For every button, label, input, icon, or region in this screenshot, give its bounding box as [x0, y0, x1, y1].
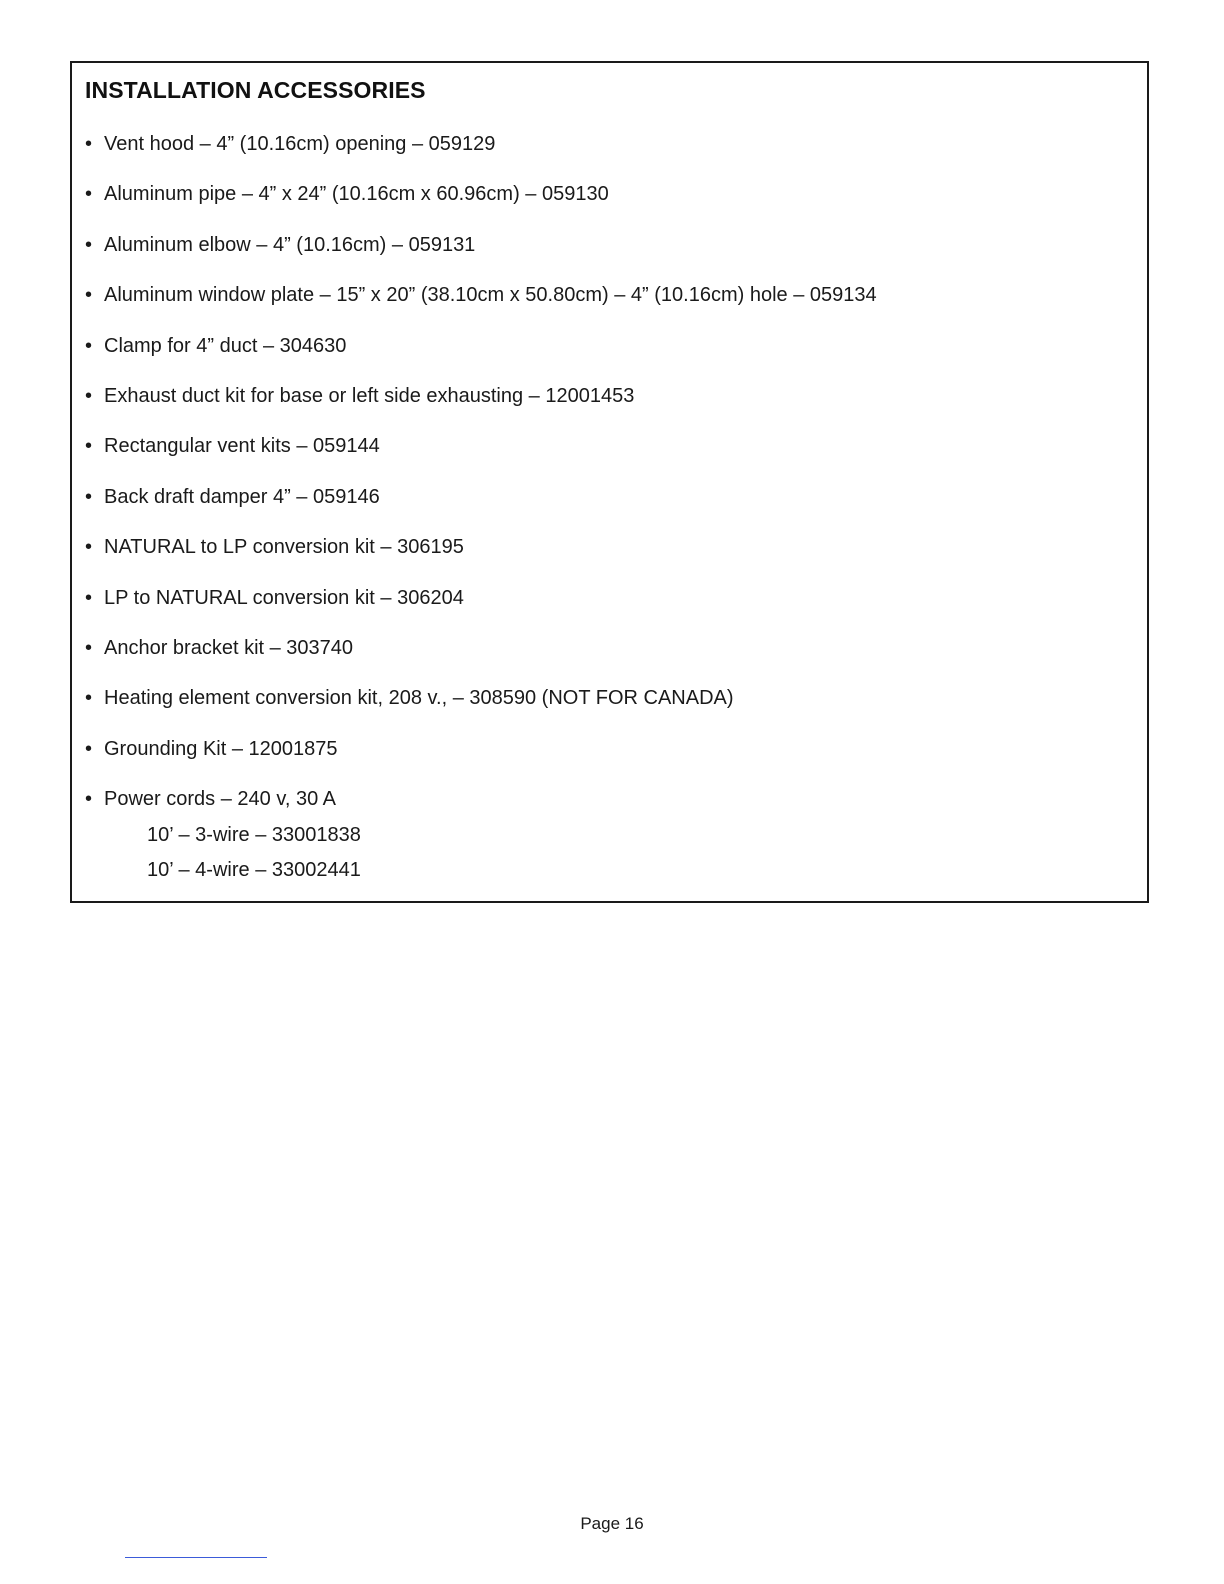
list-item-text: Anchor bracket kit – 303740: [104, 636, 354, 659]
list-item: [85, 734, 1125, 784]
power-cord-option: 10’ – 4-wire – 33002441: [147, 859, 361, 882]
bullet-icon: •: [85, 284, 93, 307]
bullet-icon: •: [85, 133, 93, 155]
bullet-icon: •: [85, 586, 93, 609]
bullet-icon: •: [85, 183, 93, 206]
power-cord-options: [147, 818, 361, 888]
list-item-text: Power cords – 240 v, 30 A: [104, 788, 336, 811]
footer-divider: [125, 1557, 267, 1558]
power-cord-option: 10’ – 3-wire – 33001838: [147, 824, 361, 847]
list-item-text: Vent hood – 4” (10.16cm) opening – 059129: [104, 133, 496, 155]
list-item: [85, 683, 1125, 733]
list-item-text: LP to NATURAL conversion kit – 306204: [104, 586, 464, 609]
list-item-text: Aluminum elbow – 4” (10.16cm) – 059131: [104, 233, 476, 256]
list-item: [85, 230, 1125, 280]
bullet-icon: •: [85, 788, 93, 811]
list-item-text: Clamp for 4” duct – 304630: [104, 334, 347, 357]
page-number: Page 16: [580, 1514, 644, 1533]
list-item: [85, 280, 1125, 330]
bullet-icon: •: [85, 636, 93, 659]
bullet-icon: •: [85, 384, 93, 407]
list-item-text: Back draft damper 4” – 059146: [104, 485, 380, 508]
accessories-list: [85, 129, 1125, 882]
list-item: [85, 482, 1125, 532]
list-item: [85, 583, 1125, 633]
bullet-icon: •: [85, 687, 93, 710]
list-item-text: Aluminum window plate – 15” x 20” (38.10cm x 50.80cm) – 4” (10.16cm) hole – 059134: [104, 284, 877, 307]
bullet-icon: •: [85, 536, 93, 559]
list-item: [85, 633, 1125, 683]
list-item-power-cords: [85, 784, 1125, 882]
bullet-icon: •: [85, 485, 93, 508]
bullet-icon: •: [85, 233, 93, 256]
bullet-icon: •: [85, 737, 93, 760]
list-item: [85, 431, 1125, 481]
list-item: [85, 532, 1125, 582]
section-title: INSTALLATION ACCESSORIES: [85, 77, 426, 103]
bullet-icon: •: [85, 334, 93, 357]
list-item-text: Grounding Kit – 12001875: [104, 737, 338, 760]
list-item: [85, 129, 1125, 179]
list-item-text: Rectangular vent kits – 059144: [104, 435, 380, 458]
list-item: [85, 179, 1125, 229]
list-item-text: Aluminum pipe – 4” x 24” (10.16cm x 60.96cm) – 059130: [104, 183, 609, 206]
bullet-icon: •: [85, 435, 93, 458]
accessories-box: [70, 61, 1149, 903]
list-item: [85, 381, 1125, 431]
list-item-text: Heating element conversion kit, 208 v., – 308590 (NOT FOR CANADA): [104, 687, 734, 710]
list-item: [85, 331, 1125, 381]
list-item-text: Exhaust duct kit for base or left side exhausting – 12001453: [104, 384, 635, 407]
list-item-text: NATURAL to LP conversion kit – 306195: [104, 536, 464, 559]
